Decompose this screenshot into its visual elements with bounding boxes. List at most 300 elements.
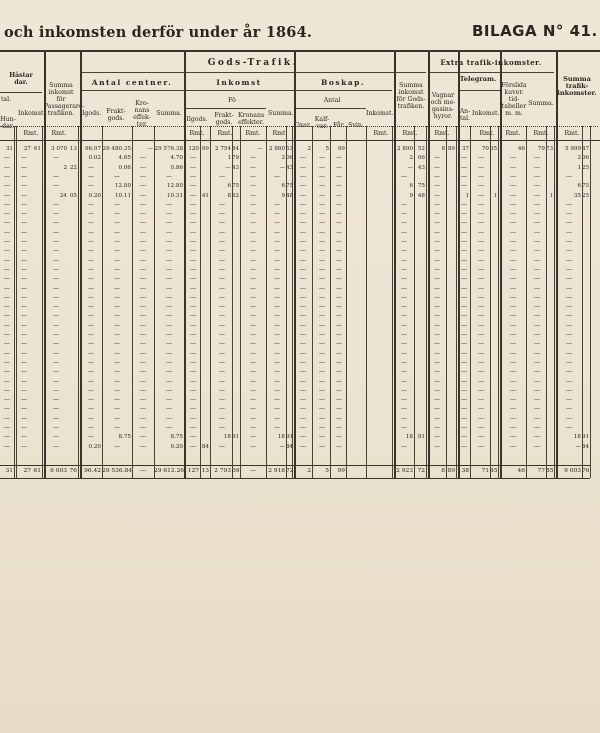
empty-cell-dash: —: [114, 414, 120, 422]
empty-cell-dash: —: [336, 349, 342, 357]
subhead-kronans: Kro-nans effek-ter.: [133, 100, 151, 128]
empty-cell-dash: —: [478, 265, 484, 273]
empty-cell-dash: —: [219, 247, 225, 255]
empty-cell-dash: —: [53, 377, 59, 385]
empty-cell-dash: —: [461, 163, 467, 171]
boskap-header: Boskap.: [321, 78, 365, 87]
extra-header: Extra trafik-inkomster.: [440, 58, 542, 67]
empty-cell-dash: —: [336, 396, 342, 404]
empty-cell-dash: —: [250, 210, 256, 218]
empty-cell-dash: —: [534, 424, 540, 431]
table-cell: 05: [69, 192, 77, 199]
empty-cell-dash: —: [4, 433, 10, 441]
table-cell: 18: [277, 434, 285, 441]
empty-cell-dash: —: [319, 200, 325, 208]
empty-cell-dash: —: [510, 368, 516, 376]
empty-cell-dash: —: [274, 200, 280, 208]
group-divider: [44, 52, 46, 478]
empty-cell-dash: —: [319, 433, 325, 441]
empty-cell-dash: —: [478, 405, 484, 413]
subhead-forslida: Förslida kuver. tid-tabeller m. m.: [501, 82, 527, 117]
empty-cell-dash: —: [534, 331, 540, 338]
rmt-label: Rmt.: [51, 130, 67, 137]
empty-cell-dash: —: [190, 340, 196, 348]
fo-header: Fö: [228, 97, 236, 104]
rmt-label: Rmt.: [434, 130, 450, 137]
table-cell: 70: [481, 146, 489, 152]
subhead-fraktgods: Frakt-gods.: [106, 108, 126, 122]
empty-cell-dash: —: [478, 163, 484, 171]
empty-cell-dash: —: [140, 228, 146, 236]
empty-cell-dash: —: [534, 377, 540, 385]
empty-cell-dash: —: [461, 303, 467, 311]
empty-cell-dash: —: [401, 200, 407, 208]
empty-cell-dash: —: [114, 321, 120, 329]
empty-cell-dash: —: [250, 368, 256, 376]
table-cell: 06: [417, 155, 425, 162]
empty-cell-dash: —: [53, 284, 59, 292]
page-heading: och inkomsten derför under år 1864.: [4, 24, 313, 41]
empty-cell-dash: —: [219, 405, 225, 413]
empty-cell-dash: —: [566, 228, 572, 236]
table-cell: 1: [549, 192, 553, 199]
column-line: [470, 126, 471, 478]
empty-cell-dash: —: [336, 247, 342, 255]
empty-cell-dash: —: [401, 312, 407, 320]
empty-cell-dash: —: [4, 349, 10, 357]
column-line: [490, 126, 491, 478]
empty-cell-dash: —: [21, 386, 27, 394]
table-cell: 5: [325, 468, 329, 474]
empty-cell-dash: —: [114, 340, 120, 348]
empty-cell-dash: —: [319, 284, 325, 292]
empty-cell-dash: —: [88, 210, 94, 218]
empty-cell-dash: —: [461, 256, 467, 264]
empty-cell-dash: —: [510, 228, 516, 236]
empty-cell-dash: —: [21, 284, 27, 292]
group-divider: [394, 52, 396, 478]
empty-cell-dash: —: [140, 442, 146, 450]
column-line: [200, 126, 201, 478]
empty-cell-dash: —: [274, 321, 280, 329]
table-cell: 43: [417, 164, 425, 171]
empty-cell-dash: —: [219, 368, 225, 376]
empty-cell-dash: —: [21, 172, 27, 180]
empty-cell-dash: —: [319, 386, 325, 394]
table-cell: 46: [517, 468, 525, 474]
empty-cell-dash: —: [478, 275, 484, 283]
empty-cell-dash: —: [478, 386, 484, 394]
empty-cell-dash: —: [140, 163, 146, 171]
empty-cell-dash: —: [566, 340, 572, 348]
empty-cell-dash: —: [478, 396, 484, 404]
empty-cell-dash: —: [140, 284, 146, 292]
empty-cell-dash: —: [461, 321, 467, 329]
table-cell: 79: [232, 155, 240, 162]
empty-cell-dash: —: [274, 331, 280, 338]
empty-cell-dash: —: [114, 247, 120, 255]
rmt-label: Rmt.: [564, 130, 580, 137]
empty-cell-dash: —: [140, 293, 146, 301]
empty-cell-dash: —: [88, 340, 94, 348]
empty-cell-dash: —: [4, 182, 10, 190]
empty-cell-dash: —: [274, 424, 280, 431]
empty-cell-dash: —: [434, 340, 440, 348]
table-cell: —: [257, 146, 263, 152]
empty-cell-dash: —: [4, 331, 10, 338]
empty-cell-dash: —: [300, 358, 306, 366]
empty-cell-dash: —: [190, 284, 196, 292]
empty-cell-dash: —: [401, 293, 407, 301]
empty-cell-dash: —: [336, 433, 342, 441]
subhead-fraktgods-ink: Frakt-gods.: [214, 112, 234, 126]
empty-cell-dash: —: [300, 396, 306, 404]
empty-cell-dash: —: [114, 238, 120, 245]
empty-cell-dash: —: [510, 433, 516, 441]
empty-cell-dash: —: [300, 200, 306, 208]
empty-cell-dash: —: [401, 228, 407, 236]
empty-cell-dash: —: [510, 219, 516, 227]
empty-cell-dash: —: [510, 414, 516, 422]
table-cell: 06: [582, 155, 590, 162]
empty-cell-dash: —: [401, 377, 407, 385]
group-divider: [184, 52, 186, 478]
empty-cell-dash: —: [300, 340, 306, 348]
empty-cell-dash: —: [250, 321, 256, 329]
empty-cell-dash: —: [250, 358, 256, 366]
empty-cell-dash: —: [336, 238, 342, 245]
empty-cell-dash: —: [250, 467, 256, 474]
empty-cell-dash: —: [300, 303, 306, 311]
empty-cell-dash: —: [190, 321, 196, 329]
table-cell: 41: [201, 192, 209, 199]
empty-cell-dash: —: [510, 191, 516, 199]
empty-cell-dash: —: [4, 405, 10, 413]
empty-cell-dash: —: [300, 368, 306, 376]
empty-cell-dash: —: [300, 386, 306, 394]
empty-cell-dash: —: [274, 368, 280, 376]
empty-cell-dash: —: [336, 284, 342, 292]
empty-cell-dash: —: [534, 284, 540, 292]
empty-cell-dash: —: [319, 172, 325, 180]
empty-cell-dash: —: [510, 303, 516, 311]
table-cell: 76: [582, 468, 590, 474]
empty-cell-dash: —: [140, 210, 146, 218]
empty-cell-dash: —: [434, 200, 440, 208]
empty-cell-dash: —: [140, 182, 146, 190]
empty-cell-dash: —: [566, 210, 572, 218]
empty-cell-dash: —: [300, 275, 306, 283]
empty-cell-dash: —: [336, 265, 342, 273]
table-cell: 89: [447, 146, 455, 152]
table-cell: 46: [517, 146, 525, 152]
empty-cell-dash: —: [219, 414, 225, 422]
empty-cell-dash: —: [166, 256, 172, 264]
empty-cell-dash: —: [219, 331, 225, 338]
empty-cell-dash: —: [88, 172, 94, 180]
empty-cell-dash: —: [190, 200, 196, 208]
empty-cell-dash: —: [190, 210, 196, 218]
column-line: [240, 126, 241, 478]
empty-cell-dash: —: [478, 219, 484, 227]
empty-cell-dash: —: [566, 265, 572, 273]
empty-cell-dash: —: [461, 442, 467, 450]
empty-cell-dash: —: [190, 293, 196, 301]
empty-cell-dash: —: [140, 358, 146, 366]
empty-cell-dash: —: [166, 349, 172, 357]
empty-cell-dash: —: [566, 247, 572, 255]
table-cell: 29 612.26: [154, 468, 184, 474]
empty-cell-dash: —: [478, 368, 484, 376]
empty-cell-dash: —: [4, 340, 10, 348]
empty-cell-dash: —: [53, 265, 59, 273]
empty-cell-dash: —: [88, 414, 94, 422]
empty-cell-dash: —: [219, 303, 225, 311]
table-cell: 91: [286, 434, 294, 441]
table-cell: 2: [307, 146, 311, 152]
empty-cell-dash: —: [250, 293, 256, 301]
table-cell: 52: [417, 146, 425, 152]
empty-cell-dash: —: [534, 321, 540, 329]
empty-cell-dash: —: [274, 172, 280, 180]
rule: [0, 92, 42, 93]
column-line: [16, 126, 17, 478]
empty-cell-dash: —: [53, 433, 59, 441]
empty-cell-dash: —: [166, 321, 172, 329]
empty-cell-dash: —: [250, 405, 256, 413]
empty-cell-dash: —: [534, 256, 540, 264]
empty-cell-dash: —: [21, 414, 27, 422]
subhead-hundar: Hun-dar.: [0, 116, 16, 130]
empty-cell-dash: —: [534, 200, 540, 208]
empty-cell-dash: —: [88, 256, 94, 264]
empty-cell-dash: —: [4, 414, 10, 422]
empty-cell-dash: —: [510, 424, 516, 431]
empty-cell-dash: —: [300, 312, 306, 320]
empty-cell-dash: —: [4, 377, 10, 385]
empty-cell-dash: —: [21, 349, 27, 357]
empty-cell-dash: —: [53, 200, 59, 208]
empty-cell-dash: —: [319, 228, 325, 236]
table-cell: —: [407, 164, 413, 171]
column-line: [42, 126, 43, 478]
table-cell: 91: [232, 434, 240, 441]
empty-cell-dash: —: [190, 358, 196, 366]
empty-cell-dash: —: [190, 312, 196, 320]
empty-cell-dash: —: [53, 247, 59, 255]
column-line: [414, 126, 415, 478]
empty-cell-dash: —: [190, 331, 196, 338]
empty-cell-dash: —: [319, 340, 325, 348]
empty-cell-dash: —: [250, 238, 256, 245]
empty-cell-dash: —: [166, 219, 172, 227]
empty-cell-dash: —: [53, 228, 59, 236]
table-cell: 37: [461, 146, 469, 152]
empty-cell-dash: —: [88, 182, 94, 190]
empty-cell-dash: —: [88, 284, 94, 292]
table-cell: 35: [573, 192, 581, 199]
table-cell: 96.42: [84, 468, 101, 474]
empty-cell-dash: —: [478, 321, 484, 329]
empty-cell-dash: —: [190, 433, 196, 441]
empty-cell-dash: —: [478, 424, 484, 431]
empty-cell-dash: —: [566, 331, 572, 338]
empty-cell-dash: —: [566, 200, 572, 208]
empty-cell-dash: —: [319, 321, 325, 329]
empty-cell-dash: —: [219, 219, 225, 227]
empty-cell-dash: —: [510, 331, 516, 338]
empty-cell-dash: —: [461, 349, 467, 357]
empty-cell-dash: —: [510, 284, 516, 292]
empty-cell-dash: —: [434, 414, 440, 422]
subhead-inkomst-boskap: Inkomst.: [366, 110, 394, 117]
table-cell: 1: [227, 155, 231, 162]
subhead-vagnar: Vagnar och me-gasins-hyror.: [430, 92, 456, 120]
empty-cell-dash: —: [478, 247, 484, 255]
empty-cell-dash: —: [461, 293, 467, 301]
empty-cell-dash: —: [274, 386, 280, 394]
empty-cell-dash: —: [319, 293, 325, 301]
empty-cell-dash: —: [300, 154, 306, 162]
table-cell: 2: [307, 468, 311, 474]
empty-cell-dash: —: [250, 396, 256, 404]
empty-cell-dash: —: [88, 321, 94, 329]
table-cell: 85: [546, 468, 554, 474]
empty-cell-dash: —: [4, 386, 10, 394]
empty-cell-dash: —: [319, 182, 325, 190]
column-line: [546, 126, 547, 478]
empty-cell-dash: —: [566, 293, 572, 301]
rmt-label: Rmt.: [505, 130, 521, 137]
empty-cell-dash: —: [190, 396, 196, 404]
hastar-header: Hästar dar.: [9, 72, 33, 86]
empty-cell-dash: —: [166, 386, 172, 394]
empty-cell-dash: —: [534, 219, 540, 227]
empty-cell-dash: —: [114, 219, 120, 227]
empty-cell-dash: —: [510, 312, 516, 320]
empty-cell-dash: —: [461, 228, 467, 236]
empty-cell-dash: —: [166, 210, 172, 218]
empty-cell-dash: —: [510, 377, 516, 385]
empty-cell-dash: —: [434, 265, 440, 273]
empty-cell-dash: —: [4, 358, 10, 366]
bilaga-label: BILAGA N° 41.: [472, 22, 598, 40]
empty-cell-dash: —: [534, 247, 540, 255]
summa-trafik-header: Summa trafik-inkomster.: [557, 75, 597, 97]
empty-cell-dash: —: [300, 405, 306, 413]
empty-cell-dash: —: [140, 247, 146, 255]
empty-cell-dash: —: [190, 442, 196, 450]
column-line: [286, 126, 287, 478]
empty-cell-dash: —: [510, 247, 516, 255]
empty-cell-dash: —: [219, 172, 225, 180]
empty-cell-dash: —: [88, 433, 94, 441]
empty-cell-dash: —: [114, 284, 120, 292]
table-cell: 72: [417, 468, 425, 474]
empty-cell-dash: —: [21, 321, 27, 329]
empty-cell-dash: —: [219, 386, 225, 394]
empty-cell-dash: —: [300, 191, 306, 199]
empty-cell-dash: —: [510, 358, 516, 366]
empty-cell-dash: —: [336, 331, 342, 338]
empty-cell-dash: —: [566, 172, 572, 180]
table-cell: 91: [582, 434, 590, 441]
rmt-label: Rmt.: [272, 130, 288, 137]
empty-cell-dash: —: [336, 293, 342, 301]
empty-cell-dash: —: [478, 293, 484, 301]
empty-cell-dash: —: [401, 275, 407, 283]
empty-cell-dash: —: [140, 219, 146, 227]
empty-cell-dash: —: [461, 414, 467, 422]
empty-cell-dash: —: [534, 228, 540, 236]
empty-cell-dash: —: [319, 358, 325, 366]
empty-cell-dash: —: [434, 172, 440, 180]
empty-cell-dash: —: [461, 154, 467, 162]
empty-cell-dash: —: [140, 377, 146, 385]
empty-cell-dash: —: [4, 442, 10, 450]
empty-cell-dash: —: [300, 228, 306, 236]
empty-cell-dash: —: [219, 424, 225, 431]
empty-cell-dash: —: [21, 247, 27, 255]
empty-cell-dash: —: [21, 265, 27, 273]
empty-cell-dash: —: [4, 424, 10, 431]
empty-cell-dash: —: [4, 265, 10, 273]
empty-cell-dash: —: [21, 377, 27, 385]
empty-cell-dash: —: [478, 358, 484, 366]
empty-cell-dash: —: [250, 265, 256, 273]
table-cell: 5: [325, 146, 329, 152]
empty-cell-dash: —: [140, 405, 146, 413]
empty-cell-dash: —: [534, 340, 540, 348]
empty-cell-dash: —: [401, 256, 407, 264]
table-cell: 2 793: [214, 468, 231, 474]
empty-cell-dash: —: [434, 284, 440, 292]
empty-cell-dash: —: [53, 172, 59, 180]
empty-cell-dash: —: [21, 312, 27, 320]
empty-cell-dash: —: [88, 265, 94, 273]
empty-cell-dash: —: [88, 349, 94, 357]
empty-cell-dash: —: [534, 396, 540, 404]
empty-cell-dash: —: [53, 154, 59, 162]
empty-cell-dash: —: [510, 442, 516, 450]
empty-cell-dash: —: [53, 321, 59, 329]
empty-cell-dash: —: [219, 377, 225, 385]
empty-cell-dash: —: [190, 414, 196, 422]
empty-cell-dash: —: [566, 405, 572, 413]
empty-cell-dash: —: [461, 265, 467, 273]
empty-cell-dash: —: [319, 331, 325, 338]
empty-cell-dash: —: [510, 396, 516, 404]
empty-cell-dash: —: [88, 247, 94, 255]
empty-cell-dash: —: [534, 358, 540, 366]
empty-cell-dash: —: [434, 293, 440, 301]
empty-cell-dash: —: [21, 238, 27, 245]
empty-cell-dash: —: [300, 433, 306, 441]
column-line: [582, 126, 583, 478]
empty-cell-dash: —: [114, 405, 120, 413]
empty-cell-dash: —: [434, 219, 440, 227]
group-divider: [294, 52, 296, 478]
empty-cell-dash: —: [140, 265, 146, 273]
empty-cell-dash: —: [114, 275, 120, 283]
empty-cell-dash: —: [250, 340, 256, 348]
empty-cell-dash: —: [114, 368, 120, 376]
empty-cell-dash: —: [401, 414, 407, 422]
empty-cell-dash: —: [274, 238, 280, 245]
table-cell: 6 003: [50, 468, 67, 474]
empty-cell-dash: —: [300, 293, 306, 301]
table-cell: 2: [409, 155, 413, 162]
